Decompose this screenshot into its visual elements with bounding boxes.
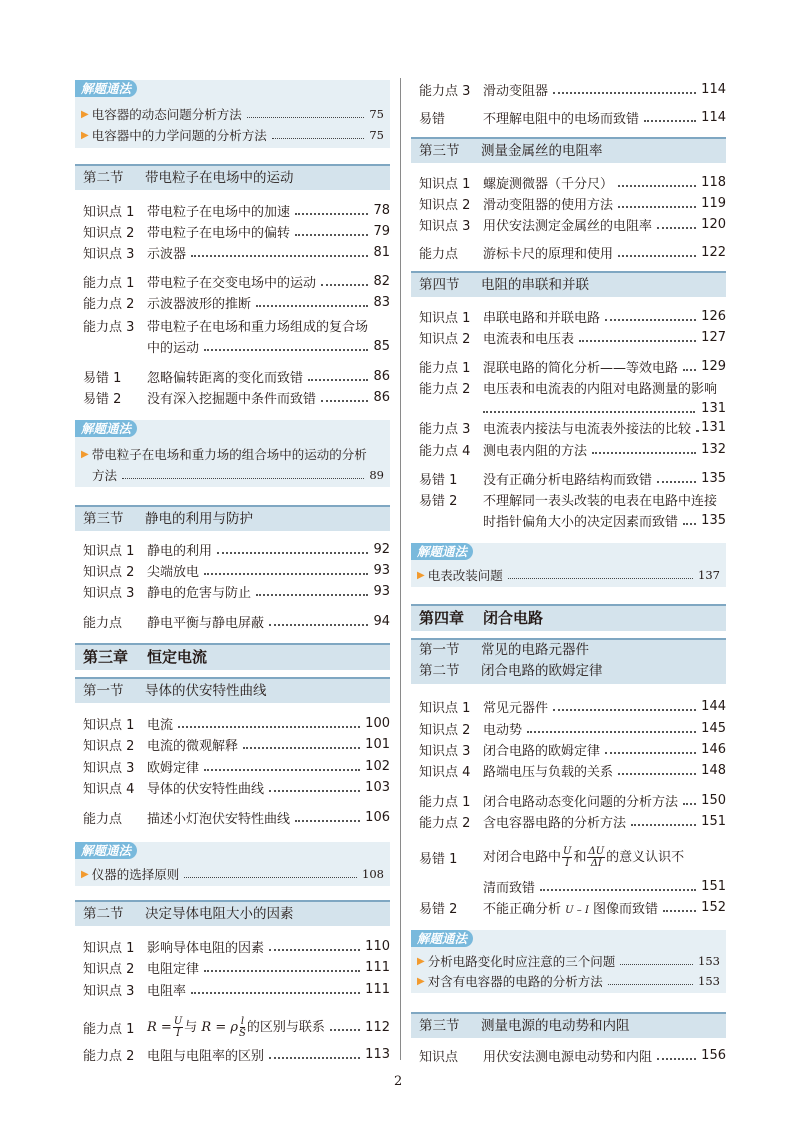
column-divider: [400, 78, 401, 1060]
toc-entry[interactable]: 知识点 2 滑动变阻器的使用方法 119: [419, 196, 726, 213]
toc-entry[interactable]: 知识点 1 串联电路和并联电路 126: [419, 309, 726, 326]
toc-entry-continuation[interactable]: 中的运动 85: [147, 339, 390, 356]
chapter-header[interactable]: 第四章 闭合电路: [411, 604, 726, 631]
triangle-icon: ▶: [81, 108, 89, 120]
section-header-double[interactable]: 第一节 常见的电路元器件 第二节 闭合电路的欧姆定律: [411, 638, 726, 684]
toc-entry-continuation[interactable]: 清而致错 151: [483, 879, 726, 896]
method-tag: 解题通法: [75, 842, 137, 859]
toc-entry[interactable]: 知识点 2 尖端放电 93: [83, 563, 390, 580]
section-header[interactable]: 第二节 带电粒子在电场中的运动: [75, 164, 390, 190]
toc-entry[interactable]: 能力点 1 混联电路的简化分析——等效电路 129: [419, 359, 726, 376]
toc-entry[interactable]: 知识点 4 导体的伏安特性曲线 103: [83, 780, 390, 797]
toc-entry[interactable]: 易错 1 忽略偏转距离的变化而致错 86: [83, 369, 390, 386]
toc-entry[interactable]: 知识点 2 电流的微观解释 101: [83, 737, 390, 754]
toc-entry[interactable]: 知识点 3 示波器 81: [83, 245, 390, 262]
method-item[interactable]: ▶ 对含有电容器的电路的分析方法 153: [417, 974, 720, 989]
toc-entry[interactable]: 能力点 游标卡尺的原理和使用 122: [419, 245, 726, 262]
section-header[interactable]: 第一节 导体的伏安特性曲线: [75, 677, 390, 703]
toc-entry[interactable]: 知识点 3 欧姆定律 102: [83, 759, 390, 776]
triangle-icon: ▶: [417, 975, 425, 987]
triangle-icon: ▶: [417, 569, 425, 581]
triangle-icon: ▶: [81, 868, 89, 880]
method-box: [411, 930, 726, 993]
toc-entry[interactable]: 易错 1 没有正确分析电路结构而致错 135: [419, 471, 726, 488]
toc-entry[interactable]: 知识点 3 用伏安法测定金属丝的电阻率 120: [419, 217, 726, 234]
method-tag: 解题通法: [75, 80, 137, 97]
toc-entry[interactable]: 能力点 1 带电粒子在交变电场中的运动 82: [83, 274, 390, 291]
section-header[interactable]: 第三节 静电的利用与防护: [75, 505, 390, 531]
method-item[interactable]: ▶ 电容器的动态问题分析方法 75: [81, 107, 384, 122]
triangle-icon: ▶: [81, 129, 89, 141]
toc-entry[interactable]: 知识点 3 闭合电路的欧姆定律 146: [419, 742, 726, 759]
toc-entry[interactable]: 易错 2 不理解同一表头改装的电表在电路中连接: [419, 494, 718, 509]
toc-entry-formula[interactable]: 能力点 1 R = $\frac{U}{I}$ 与 R = ρ $\frac{l}{S}$ 的区别与联系 112: [83, 1015, 390, 1039]
toc-entry[interactable]: 能力点 3 滑动变阻器 114: [419, 82, 726, 99]
toc-entry[interactable]: 知识点 1 影响导体电阻的因素 110: [83, 939, 390, 956]
page-number: 2: [394, 1074, 403, 1089]
fraction-delta-u-over-delta-i: $\frac{\Delta U}{\Delta I}$: [588, 845, 605, 869]
toc-entry[interactable]: 易错 2 没有深入挖掘题中条件而致错 86: [83, 390, 390, 407]
method-item[interactable]: ▶ 仪器的选择原则 108: [81, 867, 384, 882]
toc-entry[interactable]: 能力点 2 含电容器电路的分析方法 151: [419, 814, 726, 831]
toc-entry[interactable]: 能力点 3 电流表内接法与电流表外接法的比较 131: [419, 420, 726, 437]
method-item[interactable]: ▶ 电表改装问题 137: [417, 568, 720, 583]
toc-entry[interactable]: 能力点 1 闭合电路动态变化问题的分析方法 150: [419, 793, 726, 810]
toc-entry[interactable]: 知识点 1 静电的利用 92: [83, 542, 390, 559]
toc-entry[interactable]: 知识点 1 螺旋测微器（千分尺） 118: [419, 175, 726, 192]
method-tag: 解题通法: [75, 420, 137, 437]
section-header[interactable]: 第三节 测量金属丝的电阻率: [411, 137, 726, 163]
toc-entry[interactable]: 易错 2 不能正确分析 U – I 图像而致错 152: [419, 900, 726, 917]
section-header[interactable]: 第三节 测量电源的电动势和内阻: [411, 1012, 726, 1038]
triangle-icon: ▶: [81, 448, 89, 460]
toc-entry[interactable]: 知识点 2 电动势 145: [419, 721, 726, 738]
toc-entry[interactable]: 易错 不理解电阻中的电场而致错 114: [419, 110, 726, 127]
chapter-header[interactable]: 第三章 恒定电流: [75, 643, 390, 670]
toc-entry[interactable]: 知识点 1 带电粒子在电场中的加速 78: [83, 203, 390, 220]
method-item[interactable]: ▶ 分析电路变化时应注意的三个问题 153: [417, 954, 720, 969]
method-box: [75, 80, 390, 148]
method-item[interactable]: ▶ 带电粒子在电场和重力场的组合场中的运动的分析: [81, 447, 367, 462]
toc-entry[interactable]: 知识点 1 电流 100: [83, 716, 390, 733]
fraction-u-over-i: $\frac{U}{I}$: [173, 1015, 183, 1039]
toc-entry[interactable]: 知识点 2 电流表和电压表 127: [419, 330, 726, 347]
toc-entry[interactable]: 能力点 4 测电表内阻的方法 132: [419, 442, 726, 459]
fraction-l-over-s: $\frac{l}{S}$: [239, 1015, 246, 1039]
toc-entry[interactable]: 能力点 2 示波器波形的推断 83: [83, 295, 390, 312]
section-header[interactable]: 第四节 电阻的串联和并联: [411, 271, 726, 297]
method-item[interactable]: ▶ 电容器中的力学问题的分析方法 75: [81, 128, 384, 143]
method-item-continuation[interactable]: 方法 89: [92, 468, 384, 483]
toc-entry-continuation[interactable]: 时指针偏角大小的决定因素而致错 135: [483, 513, 726, 530]
triangle-icon: ▶: [417, 955, 425, 967]
toc-entry-formula[interactable]: 易错 1 对闭合电路中 $\frac{U}{I}$ 和 $\frac{\Delta U}{\Delta I}$ 的意义认识不: [419, 845, 685, 869]
toc-entry[interactable]: 能力点 2 电阻与电阻率的区别 113: [83, 1047, 390, 1064]
toc-entry[interactable]: 知识点 2 带电粒子在电场中的偏转 79: [83, 224, 390, 241]
method-box: [411, 543, 726, 587]
toc-entry[interactable]: 知识点 3 电阻率 111: [83, 982, 390, 999]
toc-entry[interactable]: 知识点 1 常见元器件 144: [419, 699, 726, 716]
toc-entry[interactable]: 知识点 用伏安法测电源电动势和内阻 156: [419, 1048, 726, 1065]
method-box: [75, 420, 390, 487]
method-box: [75, 842, 390, 886]
toc-entry[interactable]: 能力点 3 带电粒子在电场和重力场组成的复合场: [83, 320, 369, 335]
toc-entry[interactable]: 知识点 3 静电的危害与防止 93: [83, 584, 390, 601]
toc-entry[interactable]: 能力点 静电平衡与静电屏蔽 94: [83, 614, 390, 631]
toc-entry[interactable]: 知识点 4 路端电压与负载的关系 148: [419, 763, 726, 780]
section-header[interactable]: 第二节 决定导体电阻大小的因素: [75, 900, 390, 926]
method-tag: 解题通法: [411, 930, 473, 947]
toc-entry[interactable]: 能力点 描述小灯泡伏安特性曲线 106: [83, 810, 390, 827]
toc-entry[interactable]: 能力点 2 电压表和电流表的内阻对电路测量的影响: [419, 382, 718, 397]
method-tag: 解题通法: [411, 543, 473, 560]
toc-entry[interactable]: 知识点 2 电阻定律 111: [83, 960, 390, 977]
fraction-u-over-i: $\frac{U}{I}$: [563, 845, 572, 869]
toc-entry-continuation[interactable]: 131: [483, 398, 726, 419]
